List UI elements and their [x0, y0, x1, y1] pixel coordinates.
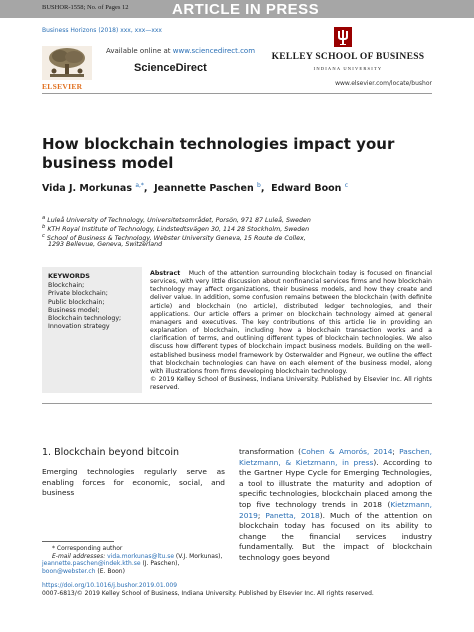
citation-link[interactable]: Kietzmann, 2019 [239, 499, 432, 520]
journal-homepage-link[interactable]: www.elsevier.com/locate/bushor [335, 80, 432, 87]
journal-citation-line[interactable]: Business Horizons (2018) xxx, xxx—xxx [42, 27, 162, 34]
keyword-item: Private blockchain; [48, 290, 108, 298]
article-title: How blockchain technologies impact your business model [42, 135, 395, 172]
copyright-line: 0007-6813/© 2019 Kelley School of Business, Indiana University. Published by Elsevier Inc. All rights reserved. [42, 590, 374, 597]
keyword-item: Public blockchain; [48, 298, 105, 306]
elsevier-tree-logo-icon [42, 46, 92, 80]
doi-link[interactable]: https://doi.org/10.1016/j.bushor.2019.01.009 [42, 582, 178, 589]
email-link[interactable]: vida.morkunas@ltu.se [107, 552, 175, 560]
keyword-item: Blockchain; [48, 282, 85, 289]
email-owner: (E. Boon) [95, 567, 125, 575]
body-text: ). Much of the attention on blockchain today has focused on its ability to change the financial services industry fundamentally. But the impact of blockchain technology goes beyond [239, 510, 433, 562]
footnote-divider [42, 541, 114, 542]
abstract-copyright: © 2019 Kelley School of Business, Indiana University. Published by Elsevier Inc. All rights reserved. [150, 376, 432, 392]
email-label: E-mail addresses: [52, 552, 108, 560]
sciencedirect-logo: ScienceDirect [134, 62, 207, 74]
author-affiliation-mark[interactable]: c [344, 182, 349, 189]
body-text: ; [392, 447, 400, 456]
article-in-press-title: ARTICLE IN PRESS [172, 1, 320, 18]
email-owner: (J. Paschen), [140, 560, 180, 567]
elsevier-wordmark: ELSEVIER [42, 82, 83, 91]
citation-link[interactable]: Cohen & Amorós, 2014 [301, 447, 393, 456]
citation-link[interactable]: Panetta, 2018 [265, 510, 320, 520]
keywords-heading: KEYWORDS [48, 272, 90, 280]
footnotes [42, 545, 232, 575]
abstract [150, 270, 432, 392]
indiana-university-trident-icon [334, 27, 352, 47]
email-addresses [42, 553, 232, 561]
affiliation-line [42, 241, 432, 250]
manuscript-reference: BUSHOR-1558; No. of Pages 12 [42, 4, 129, 11]
author-name: Vida J. Morkunas [42, 183, 132, 195]
body-text-left-column: Emerging technologies regularly serve as enabling forces for economic, social, and business [42, 467, 225, 498]
indiana-university-wordmark: INDIANA UNIVERSITY [313, 66, 383, 71]
affiliation-mark: b [42, 224, 46, 230]
affiliation-mark: a [42, 215, 46, 221]
abstract-label: Abstract [150, 270, 181, 277]
keyword-item: Blockchain technology; [48, 315, 122, 323]
email-addresses-cont [42, 560, 232, 568]
citation-link[interactable]: Paschen, Kietzmann, & Kietzmann, in press [239, 447, 433, 467]
email-addresses-cont [42, 568, 232, 576]
available-prefix: Available online at [106, 47, 173, 55]
keyword-item: Business model; [48, 306, 100, 314]
keyword-item: Innovation strategy [48, 323, 110, 331]
available-online [106, 47, 255, 55]
abstract-divider [42, 403, 432, 404]
author-affiliation-mark[interactable]: b [257, 182, 261, 189]
affiliation-text: School of Business & Technology, Webster University Geneva, 15 Route de Collex, [46, 235, 306, 243]
affiliation-mark: c [42, 233, 45, 239]
author-name: Edward Boon [271, 183, 342, 195]
kelley-school-wordmark: KELLEY SCHOOL OF BUSINESS [271, 52, 425, 62]
email-link[interactable]: boon@webster.ch [42, 567, 96, 575]
header-divider [42, 93, 432, 94]
author-list: Vida J. Morkunas $^{a,*}$, Jeannette Paschen $^b$, Edward Boon $^c$ [42, 182, 349, 195]
affiliation-text: 1293 Bellevue, Geneva, Switzerland [48, 241, 163, 248]
body-text: ; [257, 510, 266, 520]
email-link[interactable]: jeannette.paschen@indek.kth.se [42, 560, 141, 567]
affiliation-text: KTH Royal Institute of Technology, Lindstedtsvägen 30, 114 28 Stockholm, Sweden [47, 226, 310, 234]
author-name: Jeannette Paschen [154, 183, 254, 195]
body-text-right-column [239, 447, 432, 564]
author-affiliation-mark[interactable]: a,* [135, 182, 144, 189]
affiliation-text: Luleå University of Technology, Universitetsområdet, Porsön, 971 87 Luleå, Sweden [47, 217, 311, 225]
email-owner: (V.J. Morkunas), [174, 552, 223, 560]
section-heading: 1. Blockchain beyond bitcoin [42, 447, 179, 458]
body-text: ). According to the Gartner Hype Cycle for Emerging Technologies, a tool to illustrate the maturity and adoption of specific technologies, blockchain placed among the top five technology trends in 2018 ( [239, 457, 432, 509]
corresponding-author-note: * Corresponding author [52, 545, 123, 552]
keywords-box [42, 267, 142, 393]
body-text: transformation ( [239, 447, 302, 456]
sciencedirect-link[interactable]: www.sciencedirect.com [172, 47, 256, 55]
abstract-text: Much of the attention surrounding blockchain today is focused on financial services, with very little discussion about nonfinancial services firms and how blockchain technology may affect organizations, their business models, and how they create and deliver value. In addition, some confusion remains between the blockchain (with definite article) and blockchain (no article), distributed ledger technologies, and their applications. Our article offers a primer on blockchain technology aimed at general managers and executives. The key contributions of this article lie in providing an explanation of blockchain, including how a blockchain transaction works and a clarification of terms, and outlining different types of blockchain technologies. We also discuss how different types of blockchain impact business models. Building on the well-established business model framework by Osterwalder and Pigneur, we outline the effect that blockchain technologies can have on each element of the business model, along with illustrations from firms developing blockchain technology. [150, 270, 432, 375]
